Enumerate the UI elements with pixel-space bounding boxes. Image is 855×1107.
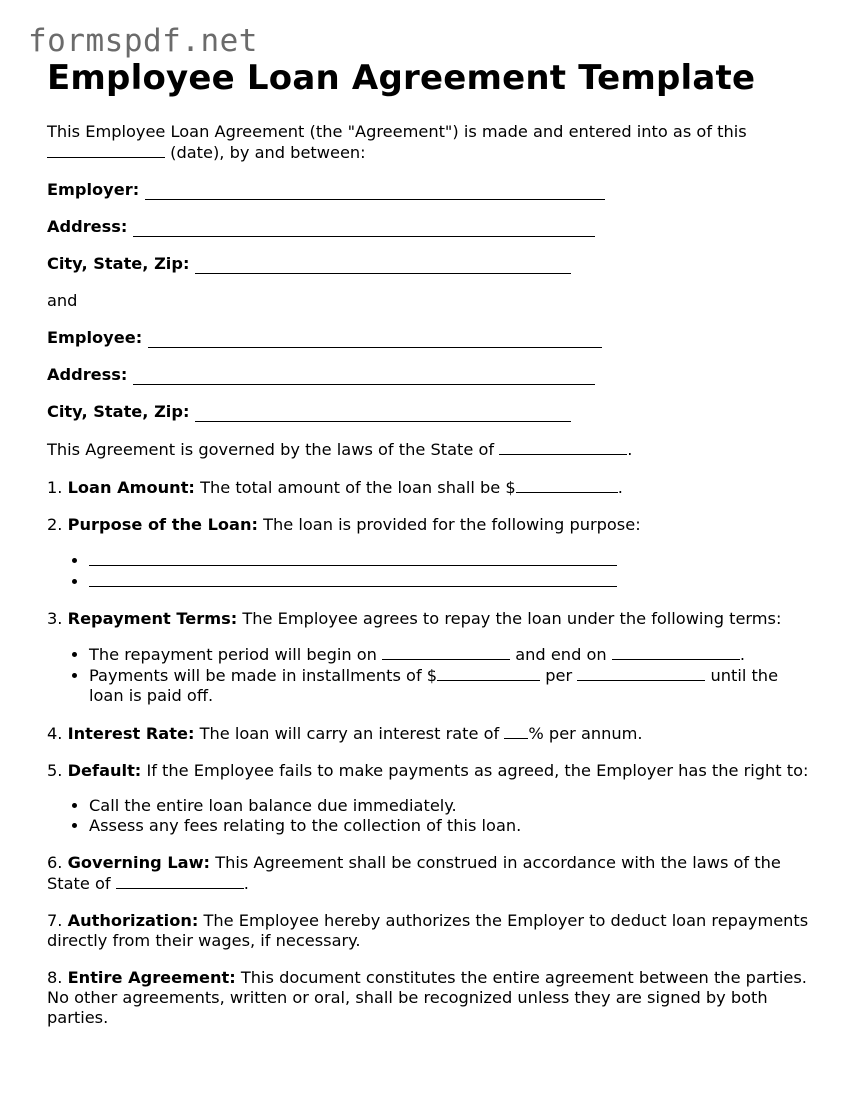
employee-name-blank[interactable] — [148, 332, 602, 348]
section-repayment: 3. Repayment Terms: The Employee agrees to repay the loan under the following terms: — [47, 609, 782, 628]
section-default: 5. Default: If the Employee fails to make payments as agreed, the Employer has the right to: — [47, 761, 809, 780]
list-item: • Payments will be made in installments of $ per until the loan is paid off. — [89, 665, 817, 706]
date-blank[interactable] — [47, 142, 165, 158]
list-item: • Call the entire loan balance due immediately. — [89, 796, 817, 816]
employer-name-field: Employer: — [47, 180, 817, 200]
purpose-blank-2[interactable] — [89, 571, 617, 587]
document-body — [47, 122, 817, 1045]
purpose-list — [47, 550, 817, 592]
employer-address-field: Address: — [47, 217, 817, 237]
section-authorization: 7. Authorization: The Employee hereby authorizes the Employer to deduct loan repayments directly from their wages, if necessary. — [47, 911, 809, 950]
employee-name-field: Employee: — [47, 328, 817, 348]
list-item — [89, 550, 817, 571]
start-date-blank[interactable] — [382, 644, 510, 660]
governed-paragraph: This Agreement is governed by the laws of the State of . — [47, 440, 633, 459]
employer-city-field: City, State, Zip: — [47, 254, 817, 274]
section-interest: 4. Interest Rate: The loan will carry an interest rate of % per annum. — [47, 724, 643, 743]
end-date-blank[interactable] — [612, 644, 740, 660]
governing-state-blank[interactable] — [116, 873, 244, 889]
section-governing-law: 6. Governing Law: This Agreement shall be construed in accordance with the laws of the State of . — [47, 853, 781, 893]
watermark: formspdf.net — [28, 23, 258, 59]
employee-address-blank[interactable] — [133, 369, 595, 385]
list-item: • The repayment period will begin on and end on . — [89, 644, 817, 665]
installment-amount-blank[interactable] — [437, 665, 540, 681]
page-title: Employee Loan Agreement Template — [47, 58, 756, 98]
installment-period-blank[interactable] — [577, 665, 705, 681]
employee-address-field: Address: — [47, 365, 817, 385]
section-entire-agreement: 8. Entire Agreement: This document constitutes the entire agreement between the parties. No other agreements, written or oral, shall be recognized unless they are signed by both parties. — [47, 968, 807, 1027]
interest-rate-blank[interactable] — [504, 723, 528, 739]
default-list — [47, 796, 817, 836]
employee-city-blank[interactable] — [195, 406, 571, 422]
list-item — [89, 571, 817, 592]
and-text: and — [47, 291, 78, 310]
repayment-list — [47, 644, 817, 706]
state-blank[interactable] — [499, 439, 627, 455]
purpose-blank-1[interactable] — [89, 550, 617, 566]
employer-city-blank[interactable] — [195, 258, 571, 274]
section-loan-amount: 1. Loan Amount: The total amount of the loan shall be $ . — [47, 478, 623, 497]
loan-amount-blank[interactable] — [516, 477, 618, 493]
employee-city-field: City, State, Zip: — [47, 402, 817, 422]
intro-paragraph: This Employee Loan Agreement (the "Agreement") is made and entered into as of this (date), by and between: — [47, 122, 747, 162]
section-purpose: 2. Purpose of the Loan: The loan is provided for the following purpose: — [47, 515, 641, 534]
employer-address-blank[interactable] — [133, 221, 595, 237]
list-item: • Assess any fees relating to the collection of this loan. — [89, 816, 817, 836]
employer-name-blank[interactable] — [145, 184, 605, 200]
